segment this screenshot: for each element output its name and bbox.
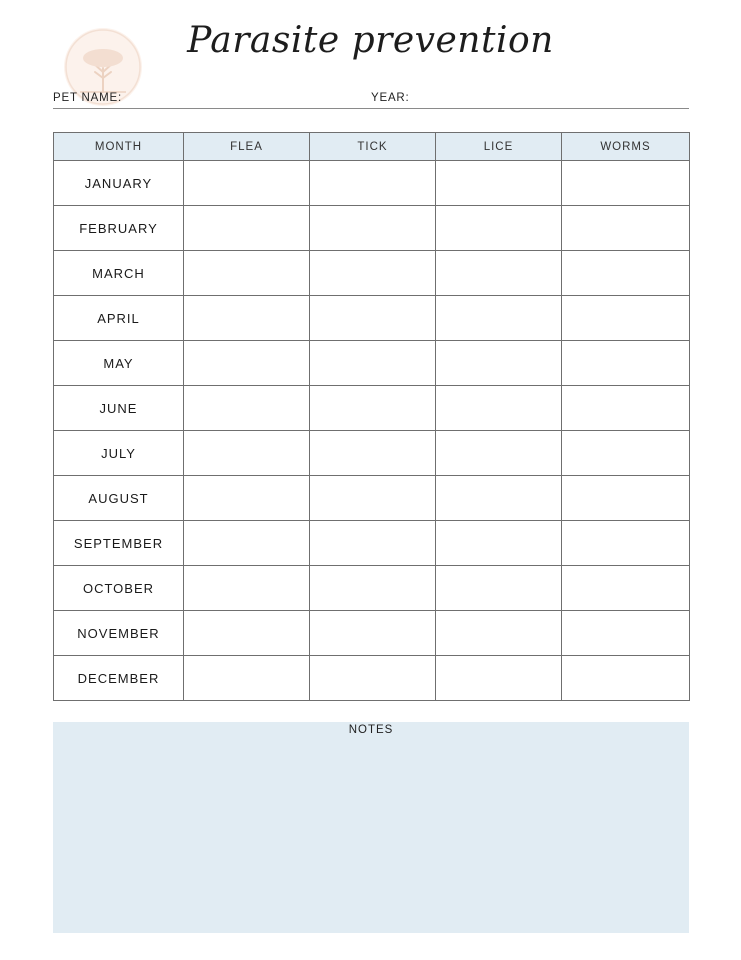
table-row [54,566,690,611]
flea-cell[interactable] [184,431,310,476]
month-cell: AUGUST [54,476,184,521]
year-label: YEAR: [371,92,410,104]
worms-cell[interactable] [562,206,690,251]
pet-name-label: PET NAME: [53,92,122,104]
flea-cell[interactable] [184,341,310,386]
pet-name-year-line [53,108,689,109]
worms-cell[interactable] [562,296,690,341]
table-row [54,161,690,206]
header-worms: WORMS [562,133,690,161]
lice-cell[interactable] [436,161,562,206]
month-cell: SEPTEMBER [54,521,184,566]
header-tick: TICK [310,133,436,161]
table-row [54,611,690,656]
month-cell: JULY [54,431,184,476]
lice-cell[interactable] [436,206,562,251]
worms-cell[interactable] [562,656,690,701]
lice-cell[interactable] [436,251,562,296]
lice-cell[interactable] [436,656,562,701]
month-cell: APRIL [54,296,184,341]
tick-cell[interactable] [310,161,436,206]
flea-cell[interactable] [184,656,310,701]
table-row [54,386,690,431]
month-cell: JUNE [54,386,184,431]
flea-cell[interactable] [184,521,310,566]
table-row [54,296,690,341]
tick-cell[interactable] [310,521,436,566]
table-row [54,521,690,566]
lice-cell[interactable] [436,521,562,566]
flea-cell[interactable] [184,161,310,206]
month-cell: NOVEMBER [54,611,184,656]
header-flea: FLEA [184,133,310,161]
lice-cell[interactable] [436,476,562,521]
worms-cell[interactable] [562,341,690,386]
month-cell: FEBRUARY [54,206,184,251]
tick-cell[interactable] [310,656,436,701]
worms-cell[interactable] [562,611,690,656]
table-row [54,476,690,521]
lice-cell[interactable] [436,566,562,611]
month-cell: MAY [54,341,184,386]
flea-cell[interactable] [184,611,310,656]
tick-cell[interactable] [310,296,436,341]
month-cell: DECEMBER [54,656,184,701]
table-row [54,341,690,386]
table-header-row [54,133,690,161]
worms-cell[interactable] [562,521,690,566]
lice-cell[interactable] [436,431,562,476]
tick-cell[interactable] [310,566,436,611]
month-cell: JANUARY [54,161,184,206]
lice-cell[interactable] [436,296,562,341]
flea-cell[interactable] [184,476,310,521]
page-title: Parasite prevention [187,20,554,61]
flea-cell[interactable] [184,251,310,296]
month-cell: OCTOBER [54,566,184,611]
table-row [54,251,690,296]
tick-cell[interactable] [310,206,436,251]
lice-cell[interactable] [436,386,562,431]
table-row [54,431,690,476]
notes-label: NOTES [348,724,394,736]
tick-cell[interactable] [310,611,436,656]
tick-cell[interactable] [310,431,436,476]
tick-cell[interactable] [310,251,436,296]
worms-cell[interactable] [562,386,690,431]
flea-cell[interactable] [184,386,310,431]
parasite-prevention-table [53,132,690,701]
lice-cell[interactable] [436,611,562,656]
tick-cell[interactable] [310,476,436,521]
table-row [54,206,690,251]
header-month: MONTH [54,133,184,161]
month-cell: MARCH [54,251,184,296]
header-lice: LICE [436,133,562,161]
tick-cell[interactable] [310,386,436,431]
worms-cell[interactable] [562,431,690,476]
worms-cell[interactable] [562,161,690,206]
worms-cell[interactable] [562,566,690,611]
flea-cell[interactable] [184,296,310,341]
worms-cell[interactable] [562,476,690,521]
worms-cell[interactable] [562,251,690,296]
flea-cell[interactable] [184,206,310,251]
tick-cell[interactable] [310,341,436,386]
flea-cell[interactable] [184,566,310,611]
lice-cell[interactable] [436,341,562,386]
table-row [54,656,690,701]
notes-box[interactable] [53,722,689,933]
